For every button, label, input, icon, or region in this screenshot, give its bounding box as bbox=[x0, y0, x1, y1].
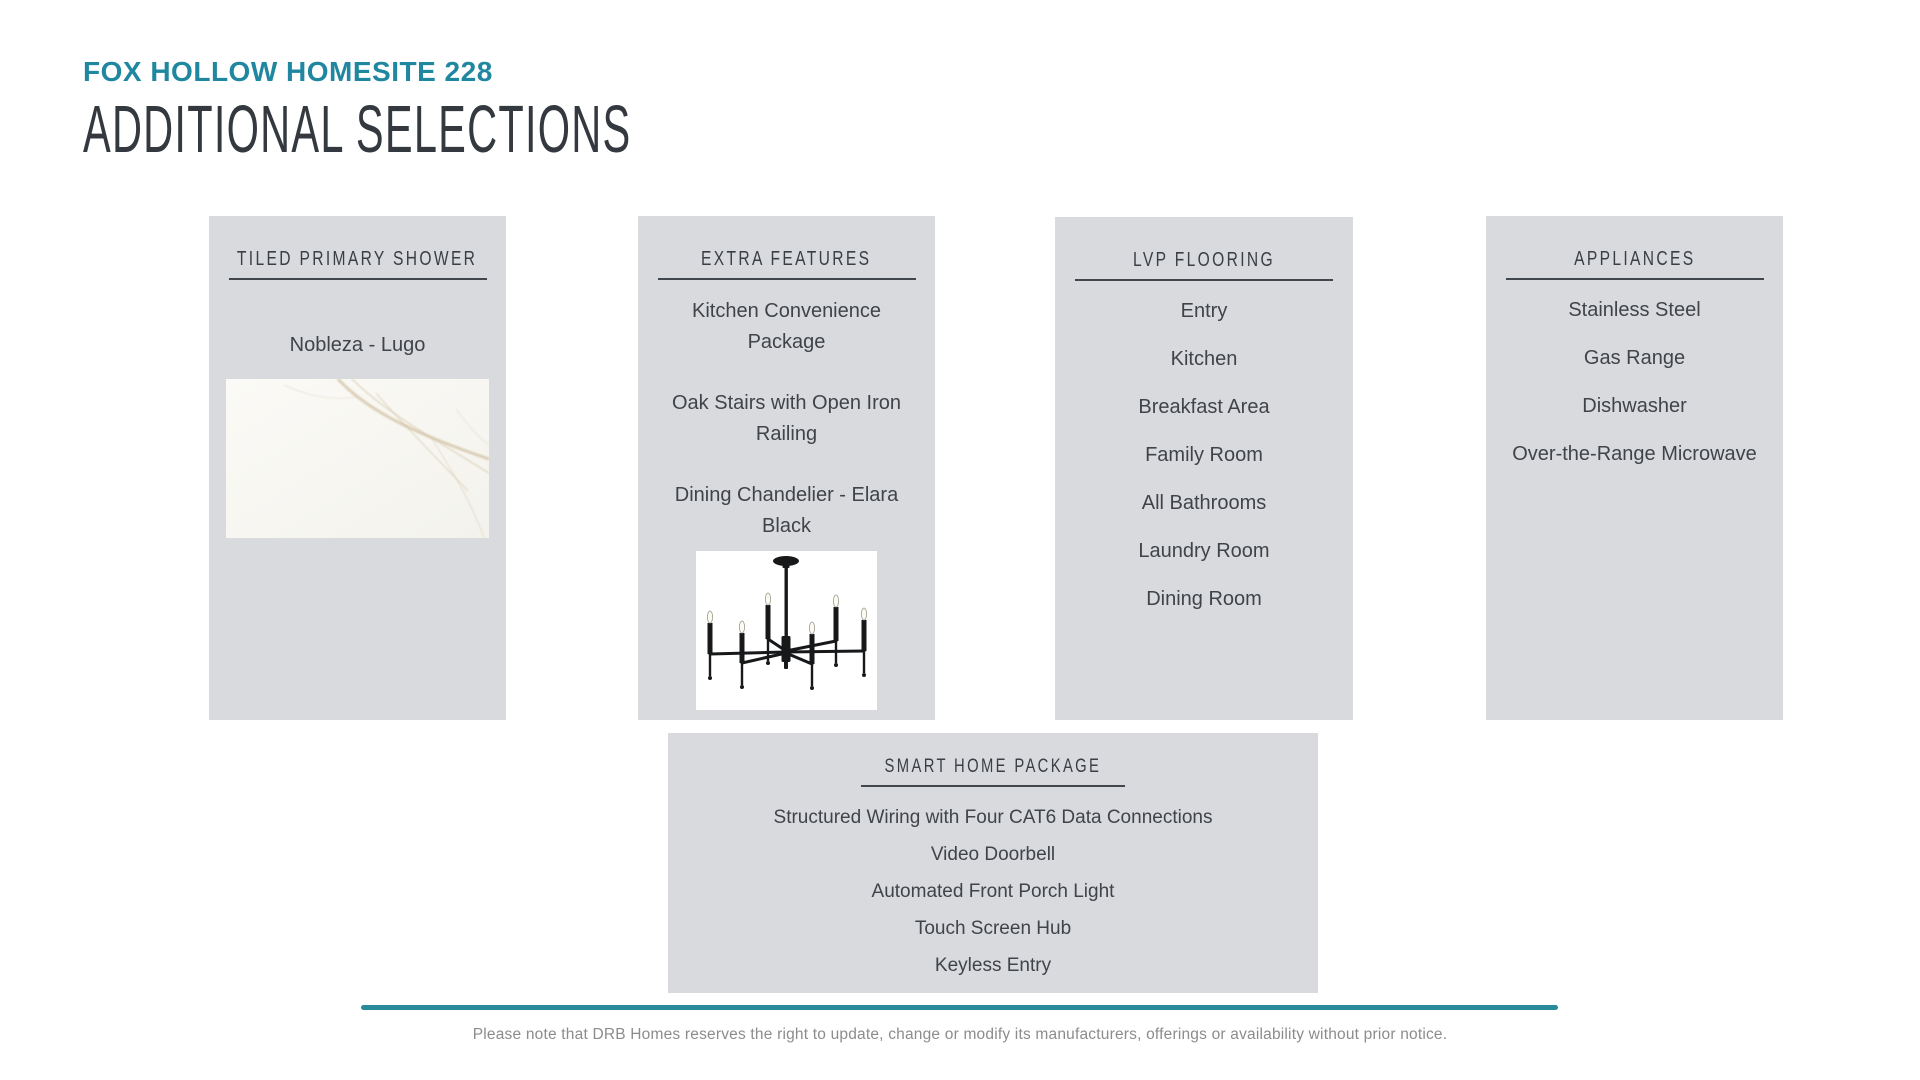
selection-item-structured-wiring: Structured Wiring with Four CAT6 Data Connections bbox=[773, 807, 1213, 828]
selection-item-otr-microwave: Over-the-Range Microwave bbox=[1512, 443, 1757, 465]
footer-divider bbox=[361, 1005, 1558, 1010]
heading-underline bbox=[229, 278, 487, 280]
heading-underline bbox=[1075, 279, 1333, 281]
heading-underline bbox=[861, 785, 1125, 787]
marble-tile-image bbox=[226, 379, 489, 538]
selection-item-automated-porch-light: Automated Front Porch Light bbox=[871, 881, 1115, 902]
card-extra-features bbox=[638, 216, 935, 720]
selection-item-dining-chandelier: Dining Chandelier - Elara Black bbox=[674, 484, 899, 537]
card-heading-text: LVP FLOORING bbox=[1133, 249, 1275, 271]
card-heading-appliances bbox=[1557, 246, 1713, 272]
card-lvp-flooring bbox=[1055, 217, 1353, 720]
card-heading-lvp-flooring bbox=[1113, 247, 1295, 273]
selection-item-family-room: Family Room bbox=[1145, 444, 1263, 466]
selection-item-kitchen: Kitchen bbox=[1170, 348, 1238, 370]
card-heading-text: SMART HOME PACKAGE bbox=[884, 756, 1102, 777]
footer-disclaimer: Please note that DRB Homes reserves the right to update, change or modify its manufacturers, offerings or availability without prior notice. bbox=[472, 1026, 1448, 1043]
card-tiled-primary-shower bbox=[209, 216, 506, 720]
selection-item-touch-screen-hub: Touch Screen Hub bbox=[914, 918, 1072, 939]
heading-underline bbox=[658, 278, 916, 280]
heading-underline bbox=[1506, 278, 1764, 280]
chandelier-image bbox=[696, 551, 877, 710]
card-heading-tiled-primary-shower bbox=[203, 246, 511, 272]
selection-item-laundry-room: Laundry Room bbox=[1138, 540, 1270, 562]
selection-item-breakfast-area: Breakfast Area bbox=[1138, 396, 1270, 418]
card-heading-text: APPLIANCES bbox=[1573, 248, 1696, 270]
card-appliances bbox=[1486, 216, 1783, 720]
selection-item-kitchen-convenience: Kitchen Convenience Package bbox=[691, 300, 881, 353]
selection-item-gas-range: Gas Range bbox=[1583, 347, 1686, 369]
selection-item-entry: Entry bbox=[1180, 300, 1228, 322]
page-title: ADDITIONAL SELECTIONS bbox=[83, 92, 632, 167]
card-heading-extra-features bbox=[677, 246, 895, 272]
card-heading-smart-home bbox=[854, 755, 1132, 779]
selection-item-keyless-entry: Keyless Entry bbox=[934, 955, 1052, 976]
selection-item-nobleza-lugo: Nobleza - Lugo bbox=[289, 334, 426, 356]
selection-item-all-bathrooms: All Bathrooms bbox=[1141, 492, 1267, 514]
selection-item-dishwasher: Dishwasher bbox=[1582, 395, 1687, 417]
card-smart-home-package bbox=[668, 733, 1318, 993]
card-heading-text: TILED PRIMARY SHOWER bbox=[237, 248, 478, 270]
page-title-wrap bbox=[83, 92, 968, 167]
card-heading-text: EXTRA FEATURES bbox=[701, 248, 872, 270]
selection-item-video-doorbell: Video Doorbell bbox=[930, 844, 1056, 865]
selection-item-stainless-steel: Stainless Steel bbox=[1568, 299, 1701, 321]
selection-item-oak-stairs: Oak Stairs with Open Iron Railing bbox=[672, 392, 901, 445]
homesite-subtitle: FOX HOLLOW HOMESITE 228 bbox=[83, 56, 493, 87]
selection-item-dining-room: Dining Room bbox=[1146, 588, 1262, 610]
